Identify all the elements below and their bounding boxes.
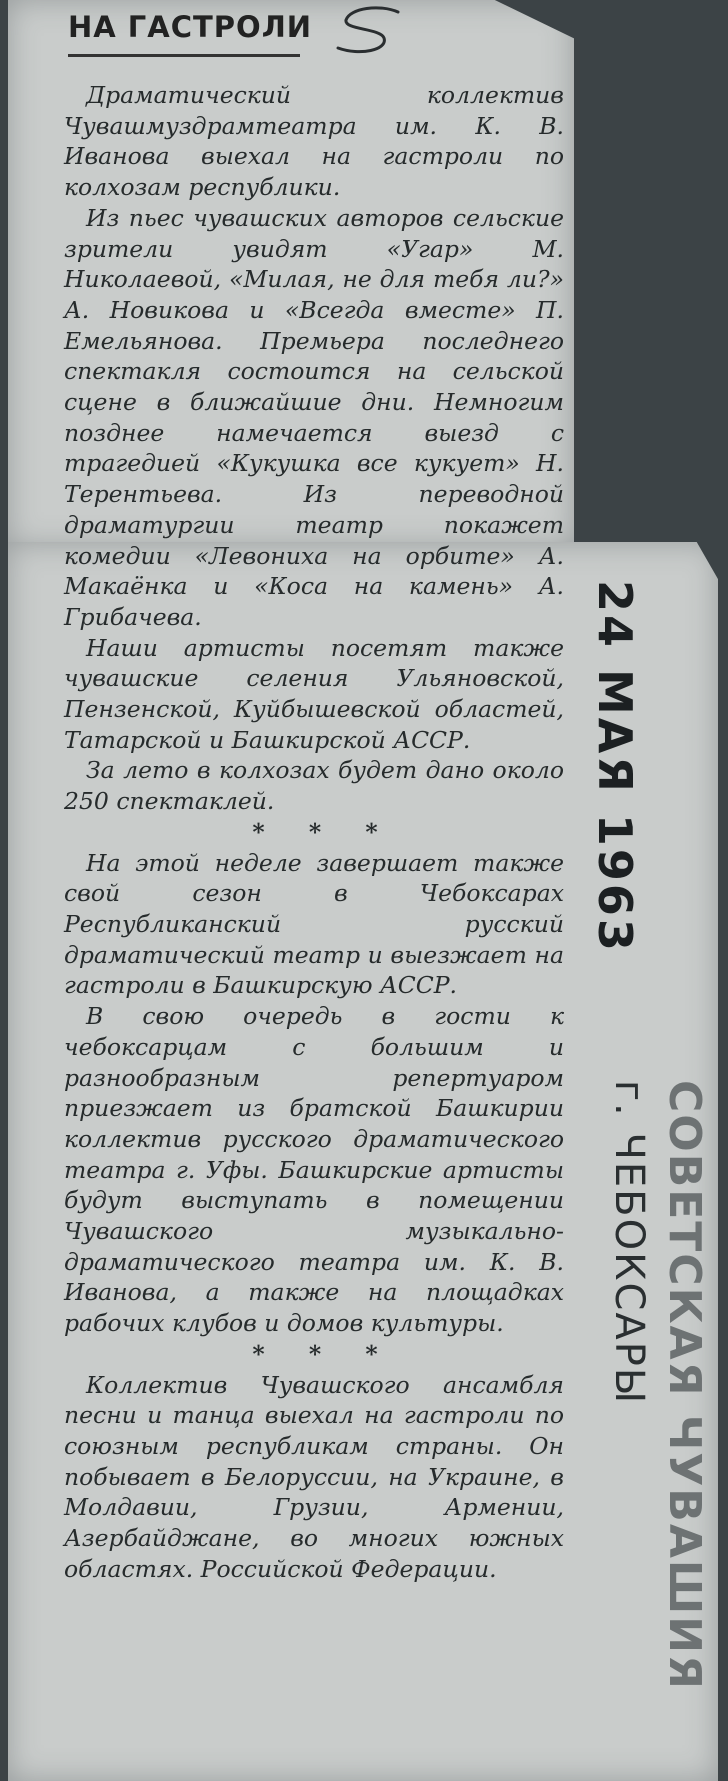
stamp-newspaper (658, 1080, 718, 1691)
stamp-newspaper-text: СОВЕТСКАЯ ЧУВАШИЯ (659, 1080, 710, 1691)
handwritten-number-5 (320, 2, 420, 62)
paragraph-5: На этой неделе завершает также свой сезон в Чебоксарах Республиканский русский драматический театр и выезжает на гастроли в Башкирскую АССР. (64, 848, 564, 1000)
paragraph-7: Коллектив Чувашского ансамбля песни и танца выехал на гастроли по союзным республикам страны. Он побывает в Белоруссии, на Украине, в Молдавии, Грузии, Армении, Азербайджане, во многих южных областях. Российской Федерации. (64, 1370, 564, 1583)
article-heading: НА ГАСТРОЛИ (68, 10, 313, 44)
paragraph-6: В свою очередь в гости к чебоксарцам с большим и разнообразным репертуаром приезжает из братской Башкирии коллектив русского драматического театра г. Уфы. Башкирские артисты будут выступать в помещении Чувашского музыкально-драматического театра им. К. В. Иванова, а также на площадках рабочих клубов и домов культуры. (64, 1002, 564, 1338)
article-body (64, 80, 564, 1584)
paragraph-4: За лето в колхозах будет дано около 250 спектаклей. (64, 756, 564, 816)
stamp-date (588, 580, 648, 1050)
section-separator-1: * * * (252, 817, 396, 846)
paragraph-3: Наши артисты посетят также чувашские селения Ульяновской, Пензенской, Куйбышевской областей, Татарской и Башкирской АССР. (64, 633, 564, 754)
paragraph-1: Драматический коллектив Чувашмуздрамтеатра им. К. В. Иванова выехал на гастроли по колхозам республики. (64, 81, 564, 202)
section-separator-2: * * * (252, 1339, 396, 1368)
paragraph-2: Из пьес чувашских авторов сельские зрители увидят «Угар» М. Николаевой, «Милая, не для тебя ли?» А. Новикова и «Всегда вместе» П. Емельянова. Премьера последнего спектакля состоится на сельской сцене в ближайшие дни. Немногим позднее намечается выезд с трагедией «Кукушка все кукует» Н. Терентьева. Из переводной драматургии театр покажет комедии «Левониха на орбите» А. Макаёнка и «Коса на камень» А. Грибачева. (64, 203, 564, 631)
stamp-city-text: г. ЧЕБОКСАРЫ (606, 1080, 652, 1406)
stamp-date-text: 24 МАЯ 1963 (588, 580, 642, 954)
stamp-city (606, 1080, 656, 1640)
heading-underline (68, 54, 300, 57)
